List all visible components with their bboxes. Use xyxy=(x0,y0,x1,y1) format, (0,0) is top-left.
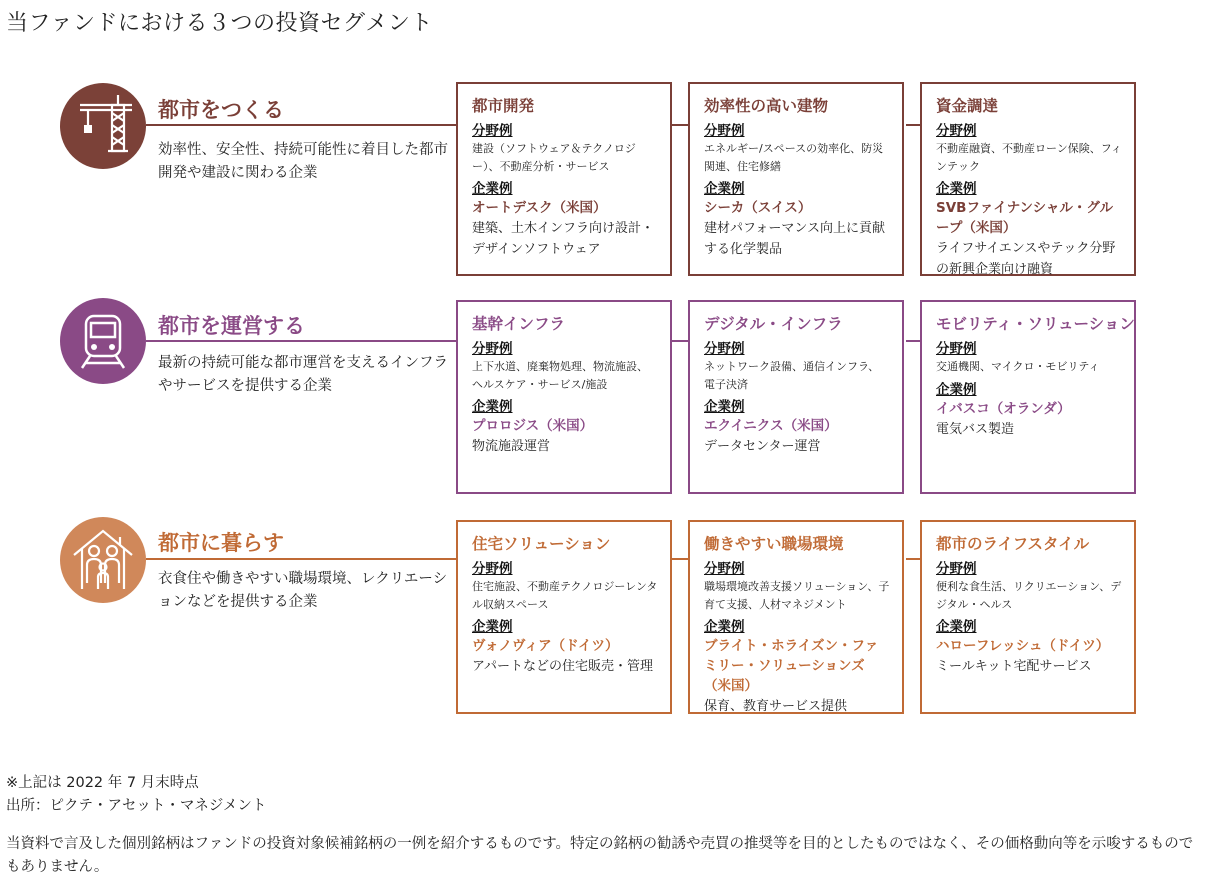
card-link xyxy=(672,124,688,126)
card-core-infrastructure xyxy=(456,300,672,494)
field-text: 不動産融資、不動産ローン保険、フィンテック xyxy=(936,142,1122,173)
field-label: 分野例 xyxy=(472,123,513,139)
date-note: ※上記は 2022 年 7 月末時点 xyxy=(6,775,199,791)
company-name: ヴォノヴィア（ドイツ） xyxy=(472,638,619,654)
field-label: 分野例 xyxy=(936,341,977,357)
company-label: 企業例 xyxy=(704,619,745,635)
company-name: ハローフレッシュ（ドイツ） xyxy=(936,638,1110,654)
company-description: アパートなどの住宅販売・管理 xyxy=(472,659,653,674)
company-name: プロロジス（米国） xyxy=(472,418,594,434)
company-name: オートデスク（米国） xyxy=(472,200,607,216)
company-name: ブライト・ホライズン・ファミリー・ソリューションズ（米国） xyxy=(704,638,879,694)
card-title: 住宅ソリューション xyxy=(472,535,611,553)
company-label: 企業例 xyxy=(704,399,745,415)
company-description: データセンター運営 xyxy=(704,439,821,454)
card-title: 基幹インフラ xyxy=(472,315,566,333)
company-label: 企業例 xyxy=(936,181,977,197)
segment-2-icon-circle xyxy=(60,298,146,384)
segment-3-connector xyxy=(146,558,456,560)
company-name: シーカ（スイス） xyxy=(704,200,812,216)
company-description: 建築、土木インフラ向け設計・デザインソフトウェア xyxy=(472,221,655,257)
card-link xyxy=(672,558,688,560)
card-link xyxy=(906,558,920,560)
card-link xyxy=(672,340,688,342)
field-label: 分野例 xyxy=(936,561,977,577)
field-text: ネットワーク設備、通信インフラ、電子決済 xyxy=(704,360,880,391)
disclaimer: 当資料で言及した個別銘柄はファンドの投資対象候補銘柄の一例を紹介するものです。特定の銘柄の勧誘や売買の推奨等を目的としたものではなく、その価格動向等を示唆するものでもありません。 xyxy=(6,836,1194,875)
field-text: 職場環境改善支援ソリューション、子育て支援、人材マネジメント xyxy=(704,580,890,611)
company-label: 企業例 xyxy=(936,619,977,635)
card-digital-infrastructure xyxy=(688,300,904,494)
segment-3-name: 都市に暮らす xyxy=(158,531,284,555)
company-label: 企業例 xyxy=(472,181,513,197)
company-label: 企業例 xyxy=(704,181,745,197)
field-label: 分野例 xyxy=(704,341,745,357)
field-text: 住宅施設、不動産テクノロジーレンタル収納スペース xyxy=(472,580,658,611)
train-icon xyxy=(60,298,146,384)
company-name: イバスコ（オランダ） xyxy=(936,400,1071,417)
segment-1-description: 効率性、安全性、持続可能性に着目した都市開発や建設に関わる企業 xyxy=(158,142,448,181)
field-text: 便利な食生活、リクリエーション、デジタル・ヘルス xyxy=(936,580,1122,611)
segment-1-connector xyxy=(146,124,456,126)
card-urban-development xyxy=(456,82,672,276)
card-title: デジタル・インフラ xyxy=(704,315,843,333)
company-label: 企業例 xyxy=(472,399,513,415)
card-urban-lifestyle xyxy=(920,520,1136,714)
card-title: モビリティ・ソリューション xyxy=(936,315,1135,333)
card-link xyxy=(906,340,920,342)
card-title: 都市開発 xyxy=(472,97,535,115)
card-efficient-buildings xyxy=(688,82,904,276)
company-description: 物流施設運営 xyxy=(472,439,551,454)
company-name: SVBファイナンシャル・グループ（米国） xyxy=(936,200,1114,236)
card-link xyxy=(906,124,920,126)
field-label: 分野例 xyxy=(704,123,745,139)
card-title: 働きやすい職場環境 xyxy=(704,535,844,553)
card-title: 都市のライフスタイル xyxy=(936,535,1090,553)
segment-1-name: 都市をつくる xyxy=(158,98,284,122)
field-text: 交通機関、マイクロ・モビリティ xyxy=(936,360,1100,373)
field-text: 上下水道、廃棄物処理、物流施設、ヘルスケア・サービス/施設 xyxy=(472,360,648,391)
field-label: 分野例 xyxy=(472,341,513,357)
card-financing xyxy=(920,82,1136,276)
family-house-icon xyxy=(60,517,146,603)
segment-3-description: 衣食住や働きやすい職場環境、レクリエーションなどを提供する企業 xyxy=(158,571,448,610)
company-description: ライフサイエンスやテック分野の新興企業向け融資 xyxy=(936,241,1116,277)
card-housing-solutions xyxy=(456,520,672,714)
card-workplace-environment xyxy=(688,520,904,714)
company-name: エクイニクス（米国） xyxy=(704,418,838,434)
company-description: 建材パフォーマンス向上に貢献する化学製品 xyxy=(704,221,885,257)
field-text: 建設（ソフトウェア＆テクノロジー）、不動産分析・サービス xyxy=(472,142,636,173)
field-label: 分野例 xyxy=(472,561,513,577)
company-description: 電気バス製造 xyxy=(936,421,1015,437)
segment-3-icon-circle xyxy=(60,517,146,603)
segment-1-icon-circle xyxy=(60,83,146,169)
company-description: ミールキット宅配サービス xyxy=(936,659,1092,674)
field-label: 分野例 xyxy=(704,561,745,577)
segment-2-connector xyxy=(146,340,456,342)
company-label: 企業例 xyxy=(472,619,513,635)
segment-2-description: 最新の持続可能な都市運営を支えるインフラやサービスを提供する企業 xyxy=(158,355,448,394)
page-title: 当ファンドにおける３つの投資セグメント xyxy=(6,11,433,36)
field-label: 分野例 xyxy=(936,123,977,139)
company-label: 企業例 xyxy=(936,381,977,398)
card-mobility-solutions xyxy=(920,300,1136,494)
card-title: 効率性の高い建物 xyxy=(704,97,829,115)
card-title: 資金調達 xyxy=(936,97,999,115)
field-text: エネルギー/スペースの効率化、防災関連、住宅修繕 xyxy=(704,142,884,173)
source-note: 出所：ピクテ・アセット・マネジメント xyxy=(6,798,267,814)
crane-icon xyxy=(60,83,146,169)
segment-2-name: 都市を運営する xyxy=(158,314,305,338)
company-description: 保育、教育サービス提供 xyxy=(704,699,848,714)
